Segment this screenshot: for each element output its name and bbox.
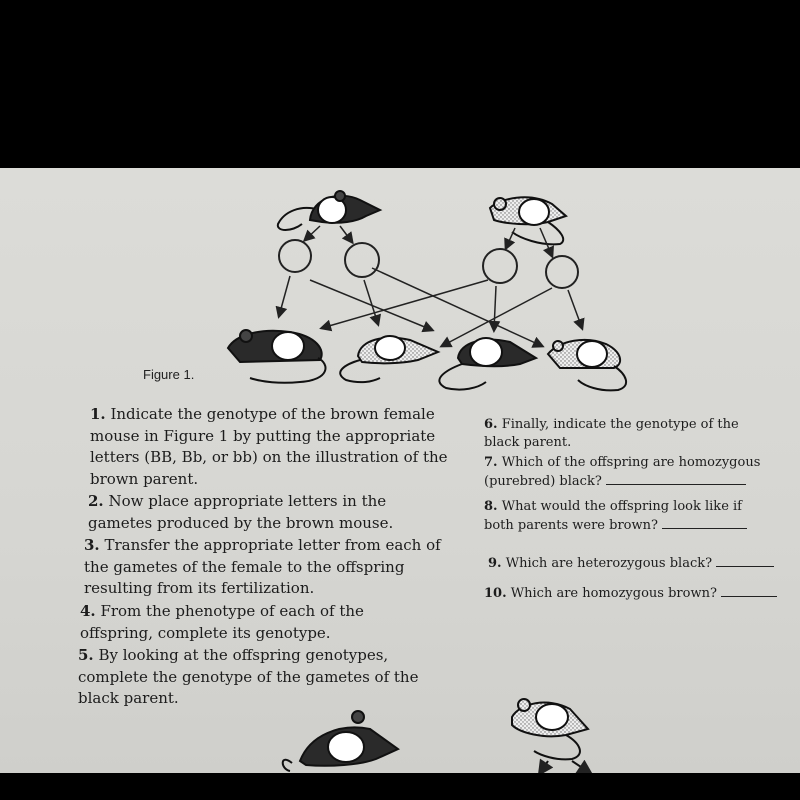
question-10-answer-line[interactable] — [721, 584, 777, 597]
question-8-text: What would the offspring look like if both parents were brown? — [484, 499, 742, 533]
brown-parent-mouse — [490, 197, 566, 244]
question-5: 5. By looking at the offspring genotypes, complete the genotype of the gametes of the black parent. — [78, 646, 419, 707]
question-7-answer-line[interactable] — [606, 472, 746, 485]
question-1-text: Indicate the genotype of the brown female mouse in Figure 1 by putting the appropriate letters (BB, Bb, or bb) on the illustration of the brown parent. — [90, 405, 448, 488]
figure-label: Figure 1. — [143, 367, 195, 382]
bottom-illustration — [0, 683, 800, 773]
offspring-mouse-2-brown — [340, 336, 438, 382]
question-3: 3. Transfer the appropriate letter from each of the gametes of the female to the offspring resulting from its fertilization. — [84, 536, 441, 597]
parent-to-gamete-arrows — [305, 226, 552, 256]
question-2: 2. Now place appropriate letters in the gametes produced by the brown mouse. — [88, 492, 394, 532]
question-8-answer-line[interactable] — [662, 516, 747, 529]
question-3-text: Transfer the appropriate letter from each of the gametes of the female to the offspring resulting from its fertilization. — [84, 536, 441, 597]
question-5-text: By looking at the offspring genotypes, complete the genotype of the gametes of the black parent. — [78, 646, 419, 707]
figure-1-illustration — [0, 168, 800, 408]
worksheet-paper — [0, 168, 800, 773]
brown-parent-gamete-1 — [483, 249, 517, 283]
question-10-text: Which are homozygous brown? — [510, 586, 717, 601]
question-2-text: Now place appropriate letters in the gametes produced by the brown mouse. — [88, 492, 394, 532]
question-4-text: From the phenotype of each of the offspring, complete its genotype. — [80, 602, 364, 642]
question-8: 8. What would the offspring look like if both parents were brown? — [484, 498, 774, 535]
question-9: 9. Which are heterozygous black? — [488, 554, 788, 573]
offspring-mouse-4-brown — [548, 340, 626, 390]
offspring-mouse-3-black — [439, 338, 536, 390]
question-9-text: Which are heterozygous black? — [505, 556, 713, 571]
bottom-brown-mouse — [512, 699, 590, 773]
question-7: 7. Which of the offspring are homozygous (purebred) black? — [484, 455, 761, 489]
brown-parent-gamete-2 — [546, 256, 578, 288]
gamete-to-offspring-arrows — [279, 268, 582, 346]
question-6-text: Finally, indicate the genotype of the black parent. — [484, 417, 739, 450]
question-4: 4. From the phenotype of each of the offspring, complete its genotype. — [80, 602, 364, 642]
black-parent-gamete-2 — [345, 243, 379, 277]
question-1: 1. Indicate the genotype of the brown female mouse in Figure 1 by putting the appropriate letters (BB, Bb, or bb) on the illustration of the brown parent. — [90, 405, 448, 488]
black-parent-mouse — [278, 191, 380, 230]
question-10: 10. Which are homozygous brown? — [484, 584, 794, 603]
question-6: 6. Finally, indicate the genotype of the black parent. — [484, 417, 739, 450]
question-7-text: Which of the offspring are homozygous (purebred) black? — [484, 455, 761, 489]
offspring-mouse-1-black — [228, 330, 325, 383]
bottom-black-mouse — [283, 711, 398, 771]
black-parent-gamete-1 — [279, 240, 311, 272]
question-9-answer-line[interactable] — [716, 554, 774, 567]
